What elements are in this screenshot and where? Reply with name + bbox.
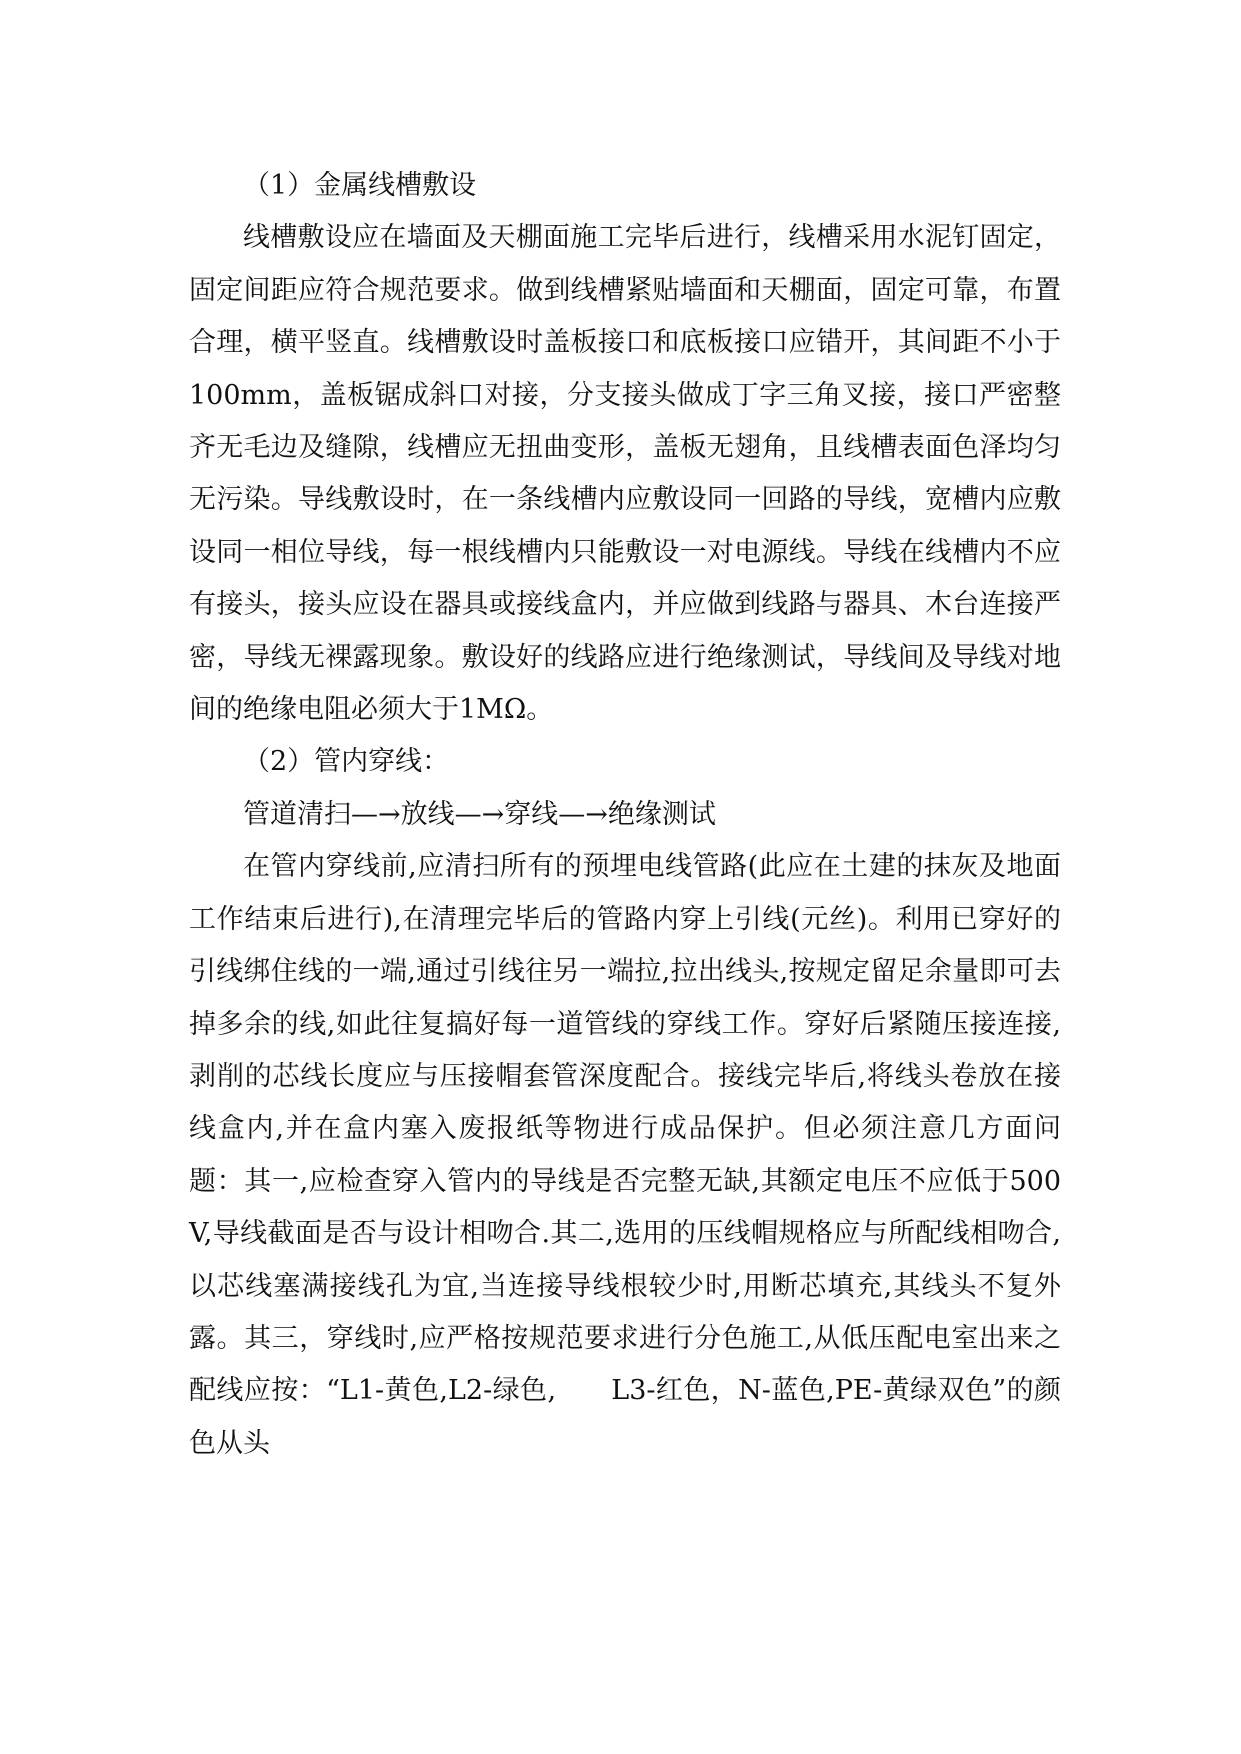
section-heading-conduit-wiring: （2）管内穿线： [243, 746, 450, 778]
document-body [189, 160, 1061, 1470]
process-flow-line: 管道清扫—→放线—→穿线—→绝缘测试 [243, 798, 716, 830]
paragraph-conduit-wiring: 在管内穿线前,应清扫所有的预埋电线管路(此应在土建的抹灰及地面工作结束后进行),在清理完毕后的管路内穿上引线(元丝)。利用已穿好的引线绑住线的一端,通过引线往另一端拉,拉出线头,按规定留足余量即可去掉多余的线,如此往复搞好每一道管线的穿线工作。穿好后紧随压接连接,剥削的芯线长度应与压接帽套管深度配合。接线完毕后,将线头卷放在接线盒内,并在盒内塞入废报纸等物进行成品保护。但必须注意几方面问题：其一,应检查穿入管内的导线是否完整无缺,其额定电压不应低于500V,导线截面是否与设计相吻合.其二,选用的压线帽规格应与所配线相吻合,以芯线塞满接线孔为宜,当连接导线根较少时,用断芯填充,其线头不复外露。其三，穿线时,应严格按规范要求进行分色施工,从低压配电室出来之配线应按：“L1-黄色,L2-绿色, L3-红色，N-蓝色,PE-黄绿双色”的颜色从头 [189, 851, 1061, 1459]
paragraph-trunking-installation: 线槽敷设应在墙面及天棚面施工完毕后进行，线槽采用水泥钉固定，固定间距应符合规范要求。做到线槽紧贴墙面和天棚面，固定可靠，布置合理，横平竖直。线槽敷设时盖板接口和底板接口应错开，其间距不小于100mm，盖板锯成斜口对接，分支接头做成丁字三角叉接，接口严密整齐无毛边及缝隙，线槽应无扭曲变形，盖板无翅角，且线槽表面色泽均匀无污染。导线敷设时，在一条线槽内应敷设同一回路的导线，宽槽内应敷设同一相位导线，每一根线槽内只能敷设一对电源线。导线在线槽内不应有接头，接头应设在器具或接线盒内，并应做到线路与器具、木台连接严密，导线无裸露现象。敷设好的线路应进行绝缘测试，导线间及导线对地间的绝缘电阻必须大于1MΩ。 [189, 222, 1061, 726]
section-heading-metal-trunking: （1）金属线槽敷设 [243, 170, 477, 201]
